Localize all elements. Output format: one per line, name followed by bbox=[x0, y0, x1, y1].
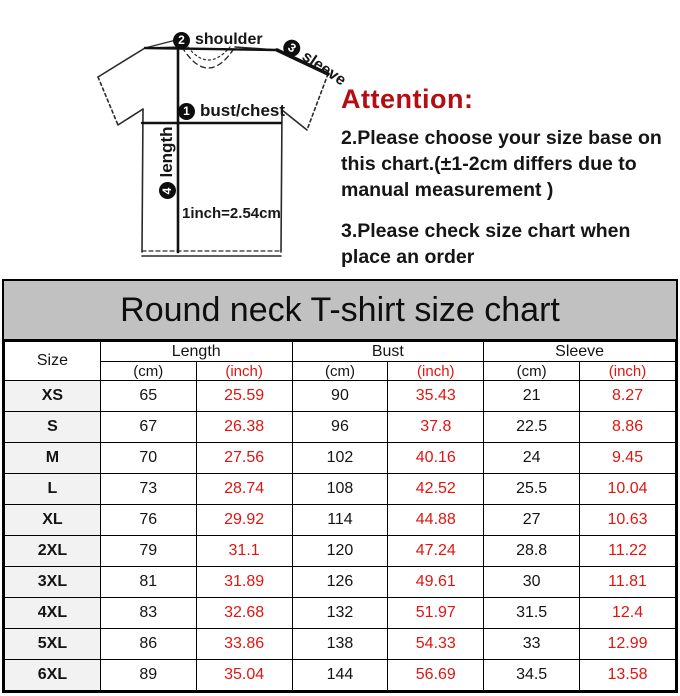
size-label: 4XL bbox=[5, 598, 101, 629]
cell-sleeve-cm: 24 bbox=[484, 443, 580, 474]
cell-bust-cm: 96 bbox=[292, 412, 388, 443]
cell-bust-inch: 35.43 bbox=[388, 381, 484, 412]
attention-item-3: 3.Please check size chart when place an order bbox=[341, 219, 631, 268]
size-label: S bbox=[5, 412, 101, 443]
attention-item-2: 2.Please choose your size base on this chart.(±1-2cm differs due to manual measurement ) bbox=[341, 127, 662, 201]
circled-4-icon: 4 bbox=[159, 183, 176, 200]
unit-header-length-cm: (cm) bbox=[100, 362, 196, 381]
cell-length-inch: 28.74 bbox=[196, 474, 292, 505]
col-header-size: Size bbox=[5, 342, 101, 381]
cell-length-cm: 73 bbox=[100, 474, 196, 505]
cell-sleeve-cm: 34.5 bbox=[484, 660, 580, 691]
col-header-sleeve: Sleeve bbox=[484, 342, 676, 362]
cell-bust-inch: 49.61 bbox=[388, 567, 484, 598]
right-sleeve-bottom-edge bbox=[282, 110, 307, 130]
cell-length-inch: 27.56 bbox=[196, 443, 292, 474]
cell-bust-cm: 126 bbox=[292, 567, 388, 598]
cell-length-cm: 86 bbox=[100, 629, 196, 660]
size-label: M bbox=[5, 443, 101, 474]
size-chart-panel bbox=[2, 279, 678, 693]
cell-sleeve-cm: 25.5 bbox=[484, 474, 580, 505]
size-label: L bbox=[5, 474, 101, 505]
cell-length-cm: 79 bbox=[100, 536, 196, 567]
cell-bust-inch: 44.88 bbox=[388, 505, 484, 536]
chart-title: Round neck T-shirt size chart bbox=[120, 290, 560, 329]
col-header-length: Length bbox=[100, 342, 292, 362]
cell-bust-inch: 47.24 bbox=[388, 536, 484, 567]
bust-label-text: bust/chest bbox=[200, 101, 286, 120]
size-label: 5XL bbox=[5, 629, 101, 660]
cell-bust-cm: 102 bbox=[292, 443, 388, 474]
table-row-m bbox=[5, 443, 676, 474]
cell-bust-cm: 144 bbox=[292, 660, 388, 691]
table-row-l bbox=[5, 474, 676, 505]
circled-2-icon: 2 bbox=[173, 32, 190, 49]
cell-length-inch: 35.04 bbox=[196, 660, 292, 691]
size-label: 3XL bbox=[5, 567, 101, 598]
cell-bust-cm: 90 bbox=[292, 381, 388, 412]
torso-left-edge bbox=[142, 109, 143, 252]
unit-header-sleeve-cm: (cm) bbox=[484, 362, 580, 381]
size-label: 2XL bbox=[5, 536, 101, 567]
cell-sleeve-inch: 13.58 bbox=[580, 660, 676, 691]
size-label: 6XL bbox=[5, 660, 101, 691]
size-label: XL bbox=[5, 505, 101, 536]
cell-bust-inch: 42.52 bbox=[388, 474, 484, 505]
cell-sleeve-inch: 10.63 bbox=[580, 505, 676, 536]
table-row-xs bbox=[5, 381, 676, 412]
left-sleeve-top-edge bbox=[98, 48, 145, 77]
table-row-4xl bbox=[5, 598, 676, 629]
length-label-text: length bbox=[157, 126, 176, 178]
cell-sleeve-cm: 30 bbox=[484, 567, 580, 598]
cell-length-inch: 32.68 bbox=[196, 598, 292, 629]
cell-bust-inch: 56.69 bbox=[388, 660, 484, 691]
cell-length-inch: 25.59 bbox=[196, 381, 292, 412]
table-row-3xl bbox=[5, 567, 676, 598]
cell-length-cm: 70 bbox=[100, 443, 196, 474]
circled-1-icon: 1 bbox=[178, 103, 195, 120]
diagram-label-shoulder bbox=[173, 31, 263, 49]
cell-sleeve-cm: 22.5 bbox=[484, 412, 580, 443]
cell-length-inch: 29.92 bbox=[196, 505, 292, 536]
tshirt-diagram bbox=[85, 15, 349, 270]
cell-sleeve-inch: 8.86 bbox=[580, 412, 676, 443]
unit-header-bust-inch: (inch) bbox=[388, 362, 484, 381]
table-row-5xl bbox=[5, 629, 676, 660]
chart-title-bar bbox=[4, 281, 676, 341]
left-sleeve-bottom-edge bbox=[118, 109, 143, 125]
cell-bust-inch: 54.33 bbox=[388, 629, 484, 660]
cell-sleeve-inch: 10.04 bbox=[580, 474, 676, 505]
cell-sleeve-cm: 31.5 bbox=[484, 598, 580, 629]
cell-sleeve-cm: 28.8 bbox=[484, 536, 580, 567]
table-row-2xl bbox=[5, 536, 676, 567]
unit-header-sleeve-inch: (inch) bbox=[580, 362, 676, 381]
cell-bust-inch: 37.8 bbox=[388, 412, 484, 443]
circled-3-icon: 3 bbox=[280, 36, 304, 60]
unit-header-length-inch: (inch) bbox=[196, 362, 292, 381]
attention-heading: Attention: bbox=[341, 84, 474, 114]
cell-length-cm: 67 bbox=[100, 412, 196, 443]
right-sleeve-cuff bbox=[307, 74, 328, 130]
cell-sleeve-inch: 9.45 bbox=[580, 443, 676, 474]
cell-length-cm: 76 bbox=[100, 505, 196, 536]
size-label: XS bbox=[5, 381, 101, 412]
col-header-bust: Bust bbox=[292, 342, 484, 362]
cell-sleeve-cm: 33 bbox=[484, 629, 580, 660]
cell-bust-inch: 51.97 bbox=[388, 598, 484, 629]
cell-bust-cm: 108 bbox=[292, 474, 388, 505]
cell-bust-cm: 132 bbox=[292, 598, 388, 629]
cell-bust-cm: 114 bbox=[292, 505, 388, 536]
cell-sleeve-inch: 12.4 bbox=[580, 598, 676, 629]
unit-header-bust-cm: (cm) bbox=[292, 362, 388, 381]
cell-sleeve-cm: 21 bbox=[484, 381, 580, 412]
cell-sleeve-inch: 8.27 bbox=[580, 381, 676, 412]
diagram-label-length bbox=[157, 123, 177, 203]
cell-length-cm: 81 bbox=[100, 567, 196, 598]
cell-bust-inch: 40.16 bbox=[388, 443, 484, 474]
cell-length-inch: 31.89 bbox=[196, 567, 292, 598]
cell-bust-cm: 120 bbox=[292, 536, 388, 567]
attention-block bbox=[341, 84, 679, 286]
cell-bust-cm: 138 bbox=[292, 629, 388, 660]
inch-conversion-note: 1inch=2.54cm bbox=[182, 205, 281, 222]
diagram-label-bust-chest bbox=[178, 101, 285, 121]
cell-length-inch: 26.38 bbox=[196, 412, 292, 443]
table-row-xl bbox=[5, 505, 676, 536]
cell-sleeve-inch: 12.99 bbox=[580, 629, 676, 660]
size-chart-table bbox=[4, 341, 676, 691]
left-sleeve-cuff bbox=[98, 77, 118, 125]
cell-length-inch: 31.1 bbox=[196, 536, 292, 567]
cell-length-inch: 33.86 bbox=[196, 629, 292, 660]
table-row-6xl bbox=[5, 660, 676, 691]
cell-sleeve-inch: 11.81 bbox=[580, 567, 676, 598]
table-row-s bbox=[5, 412, 676, 443]
cell-length-cm: 83 bbox=[100, 598, 196, 629]
cell-sleeve-inch: 11.22 bbox=[580, 536, 676, 567]
shoulder-label-text: shoulder bbox=[195, 31, 263, 48]
sleeve-label-text: sleeve bbox=[298, 47, 349, 90]
cell-sleeve-cm: 27 bbox=[484, 505, 580, 536]
cell-length-cm: 65 bbox=[100, 381, 196, 412]
torso-right-edge bbox=[281, 110, 282, 252]
cell-length-cm: 89 bbox=[100, 660, 196, 691]
